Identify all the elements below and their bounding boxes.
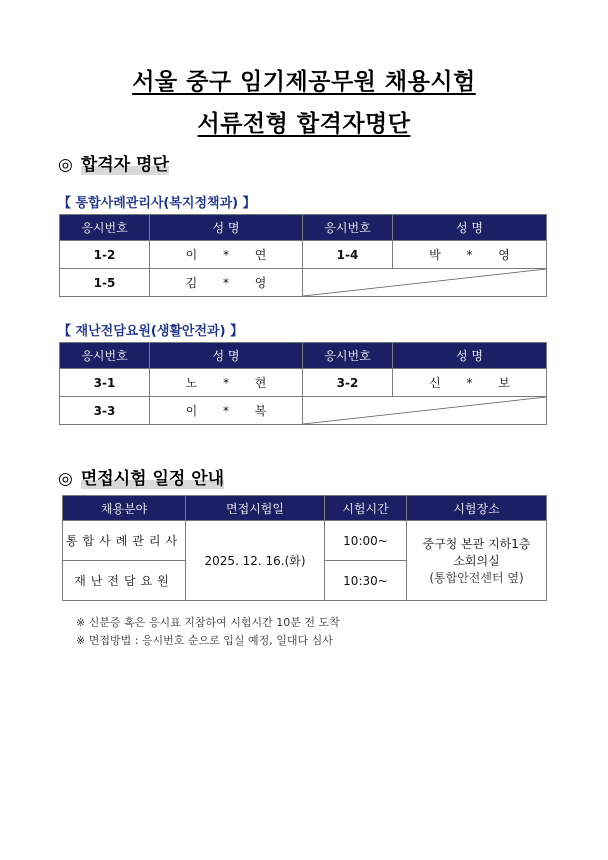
note-line: ※ 신분증 혹은 응시표 지참하여 시험시간 10분 전 도착 [76, 616, 340, 629]
empty-cell-diagonal [303, 269, 547, 297]
table-row: 1-2 이 * 연 1-4 박 * 영 [60, 241, 547, 269]
category-title-case-manager: 【 통합사례관리사(복지정책과) 】 [58, 196, 256, 211]
section-heading-interview: ◎ 면접시험 일정 안내 [58, 469, 225, 489]
table-row: 통합사례관리사 2025. 12. 16.(화) 10:00~ 중구청 본관 지하1층 소회의실 (통합안전센터 옆) [63, 521, 547, 561]
interview-schedule-table [62, 495, 547, 601]
table-row: 3-3 이 * 복 [60, 397, 547, 425]
section-heading-passers: ◎ 합격자 명단 [58, 155, 169, 175]
page-title-line1: 서울 중구 임기제공무원 채용시험 [132, 69, 476, 95]
empty-cell-diagonal [303, 397, 547, 425]
table-row: 재난전담요원 10:30~ [63, 561, 547, 601]
passers-table-disaster [59, 342, 547, 425]
table-row: 3-1 노 * 현 3-2 신 * 보 [60, 369, 547, 397]
category-title-disaster: 【 재난전담요원(생활안전과) 】 [58, 324, 244, 339]
page-title-line2: 서류전형 합격자명단 [197, 111, 411, 137]
table-header-row: 응시번호 성 명 응시번호 성 명 [60, 215, 547, 241]
table-header-row: 채용분야 면접시험일 시험시간 시험장소 [63, 496, 547, 521]
table-row: 1-5 김 * 영 [60, 269, 547, 297]
table-header-row: 응시번호 성 명 응시번호 성 명 [60, 343, 547, 369]
passers-table-case-manager [59, 214, 547, 297]
note-line: ※ 면접방법 : 응시번호 순으로 입실 예정, 일대다 심사 [76, 634, 333, 647]
interview-place: 중구청 본관 지하1층 소회의실 (통합안전센터 옆) [407, 521, 547, 601]
